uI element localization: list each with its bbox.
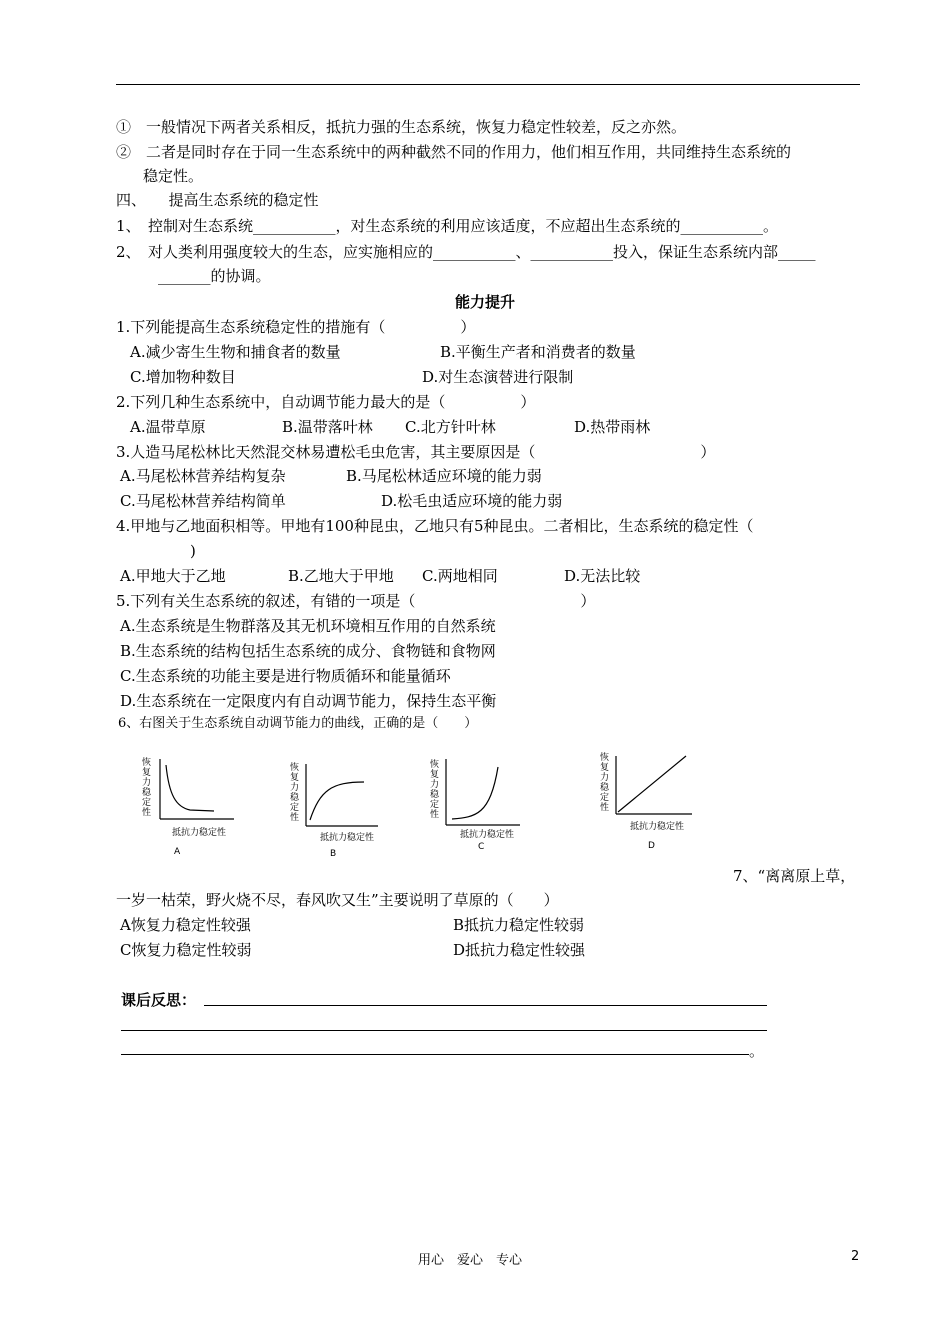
graph-c — [428, 755, 548, 855]
curve — [452, 767, 498, 819]
q7-option-a: A恢复力稳定性较强 — [120, 916, 251, 934]
q1-option-a: A.减少寄生生物和捕食者的数量 — [130, 343, 341, 361]
ylabel-char: 恢 — [290, 763, 300, 773]
q2-option-d: D.热带雨林 — [574, 418, 651, 436]
graph-a-ylabel — [142, 756, 152, 818]
graph-b-ylabel — [290, 761, 300, 823]
ylabel-char: 复 — [430, 770, 440, 780]
graph-d — [598, 750, 718, 850]
item-2-line-1: 2、 对人类利用强度较大的生态，应实施相应的___________、___________投入，保证生态系统内部_____ — [116, 243, 816, 261]
page-number: 2 — [851, 1249, 860, 1264]
q4-option-c: C.两地相同 — [422, 567, 498, 585]
ylabel-char: 复 — [142, 768, 152, 778]
curve — [618, 756, 686, 812]
ylabel-char: 性 — [290, 813, 300, 823]
reflection-end-mark: 。 — [749, 1042, 765, 1060]
ylabel-char: 定 — [430, 800, 440, 810]
graph-b — [288, 760, 398, 860]
ylabel-char: 定 — [290, 803, 300, 813]
graph-label: D — [648, 841, 655, 851]
point-2-line-1: ② 二者是同时存在于同一生态系统中的两种截然不同的作用力，他们相互作用，共同维持生态系统的 — [116, 143, 792, 161]
q3-stem: 3.人造马尾松林比天然混交林易遭松毛虫危害，其主要原因是（ ） — [116, 443, 716, 461]
graph-label: B — [330, 849, 337, 859]
q4-option-d: D.无法比较 — [564, 567, 641, 585]
q1-option-d: D.对生态演替进行限制 — [422, 368, 574, 386]
ylabel-char: 复 — [290, 773, 300, 783]
ylabel-char: 力 — [430, 780, 440, 790]
section-heading: 能力提升 — [455, 293, 516, 311]
q1-option-b: B.平衡生产者和消费者的数量 — [440, 343, 636, 361]
ylabel-char: 性 — [430, 810, 440, 820]
q1-option-c: C.增加物种数目 — [130, 368, 236, 386]
reflection-line-1[interactable] — [204, 1005, 767, 1006]
q3-option-d: D.松毛虫适应环境的能力弱 — [381, 492, 563, 510]
ylabel-char: 稳 — [600, 783, 610, 793]
x-axis-label: 抵抗力稳定性 — [172, 828, 227, 838]
ylabel-char: 稳 — [430, 790, 440, 800]
ylabel-char: 力 — [600, 773, 610, 783]
item-2-line-2: _______的协调。 — [158, 267, 271, 285]
ylabel-char: 定 — [142, 798, 152, 808]
q2-option-c: C.北方针叶林 — [405, 418, 496, 436]
item-1: 1、 控制对生态系统___________，对生态系统的利用应该适度，不应超出生态系统的___________。 — [116, 217, 779, 235]
q7-stem-start: 7、“离离原上草， — [733, 867, 856, 885]
curve — [310, 782, 364, 820]
q7-option-c: C恢复力稳定性较弱 — [120, 941, 252, 959]
q6-stem: 6、右图关于生态系统自动调节能力的曲线，正确的是（ ） — [118, 716, 478, 731]
q2-stem: 2.下列几种生态系统中，自动调节能力最大的是（ ） — [116, 393, 536, 411]
q4-option-a: A.甲地大于乙地 — [120, 567, 226, 585]
ylabel-char: 力 — [290, 783, 300, 793]
ylabel-char: 稳 — [290, 793, 300, 803]
ylabel-char: 复 — [600, 763, 610, 773]
point-2-line-2: 稳定性。 — [143, 167, 204, 185]
q5-option-d: D.生态系统在一定限度内有自动调节能力，保持生态平衡 — [120, 692, 497, 710]
q7-stem: 一岁一枯荣，野火烧不尽，春风吹又生”主要说明了草原的（ ） — [116, 891, 559, 909]
q3-option-c: C.马尾松林营养结构简单 — [120, 492, 286, 510]
ylabel-char: 恢 — [600, 753, 610, 763]
q1-stem: 1.下列能提高生态系统稳定性的措施有（ ） — [116, 318, 476, 336]
ylabel-char: 力 — [142, 778, 152, 788]
q3-option-a: A.马尾松林营养结构复杂 — [120, 467, 286, 485]
section-4-title: 四、 提高生态系统的稳定性 — [116, 191, 319, 209]
ylabel-char: 恢 — [430, 760, 440, 770]
graph-d-ylabel — [600, 751, 610, 813]
graph-label: A — [174, 847, 181, 857]
ylabel-char: 定 — [600, 793, 610, 803]
header-rule — [116, 84, 860, 85]
ylabel-char: 恢 — [142, 758, 152, 768]
ylabel-char: 性 — [142, 808, 152, 818]
q2-option-a: A.温带草原 — [130, 418, 206, 436]
q4-stem: 4.甲地与乙地面积相等。甲地有100种昆虫，乙地只有5种昆虫。二者相比，生态系统的稳定性（ — [116, 517, 754, 535]
x-axis-label: 抵抗力稳定性 — [630, 822, 685, 832]
q7-option-d: D抵抗力稳定性较强 — [453, 941, 586, 959]
reflection-label: 课后反思： — [121, 991, 197, 1009]
reflection-line-2[interactable] — [121, 1030, 767, 1031]
q2-option-b: B.温带落叶林 — [282, 418, 373, 436]
q7-option-b: B抵抗力稳定性较弱 — [453, 916, 585, 934]
q4-option-b: B.乙地大于甲地 — [288, 567, 394, 585]
q5-stem: 5.下列有关生态系统的叙述，有错的一项是（ ） — [116, 592, 596, 610]
x-axis-label: 抵抗力稳定性 — [460, 830, 515, 840]
reflection-line-3[interactable] — [121, 1054, 749, 1055]
point-1: ① 一般情况下两者关系相反，抵抗力强的生态系统，恢复力稳定性较差，反之亦然。 — [116, 118, 687, 136]
ylabel-char: 稳 — [142, 788, 152, 798]
graph-a — [138, 755, 258, 855]
q5-option-c: C.生态系统的功能主要是进行物质循环和能量循环 — [120, 667, 451, 685]
graph-label: C — [478, 842, 485, 852]
q5-option-a: A.生态系统是生物群落及其无机环境相互作用的自然系统 — [120, 617, 496, 635]
q3-option-b: B.马尾松林适应环境的能力弱 — [346, 467, 542, 485]
q5-option-b: B.生态系统的结构包括生态系统的成分、食物链和食物网 — [120, 642, 496, 660]
curve — [166, 765, 214, 811]
graph-c-ylabel — [430, 758, 440, 820]
q4-stem-close: ) — [190, 542, 196, 560]
x-axis-label: 抵抗力稳定性 — [320, 833, 375, 843]
ylabel-char: 性 — [600, 803, 610, 813]
footer-motto: 用心 爱心 专心 — [418, 1253, 523, 1268]
